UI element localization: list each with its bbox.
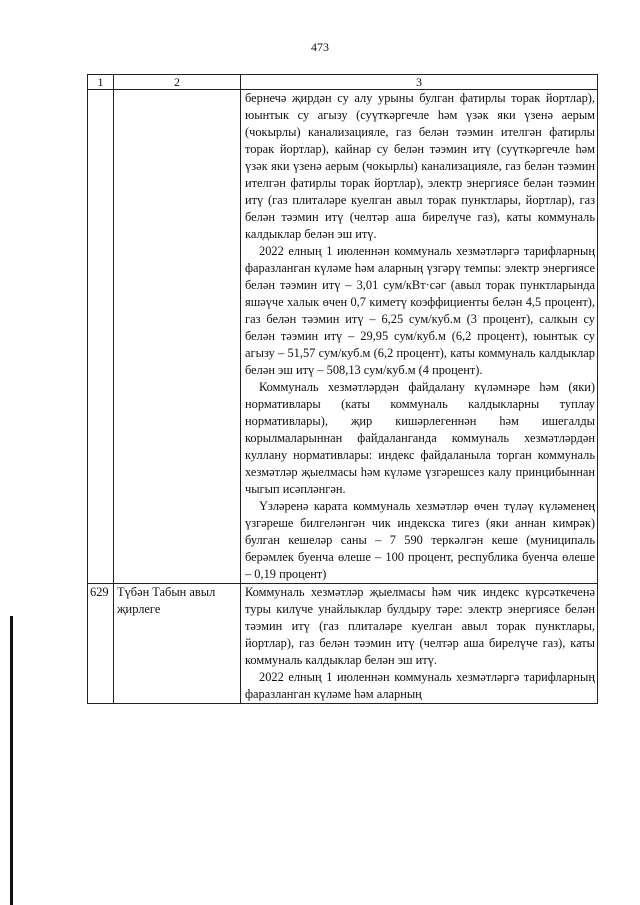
header-col-2: 2 — [114, 75, 241, 90]
description-cell — [241, 90, 598, 584]
page-number: 473 — [311, 40, 329, 54]
header-col-3: 3 — [241, 75, 598, 90]
paragraph: 2022 елның 1 июленнән коммуналь хезмәтләргә тарифларның фаразланган күләме һәм аларның үзгәрү темпы: электр энергиясе белән тәэмин итү – 3,01 сум/кВт·сәг (авыл торак пунктларында яшәүче халык өчен 0,7 киметү коэффициенты белән 4,5 процент), газ белән тәэмин итү – 6,25 сум/куб.м (3 процент), салкын су белән тәэмин итү – 29,95 сум/куб.м (6,2 процент), юынтык су агызу – 51,57 сум/куб.м (6,2 процент), каты коммуналь калдыклар белән эш итү – 508,13 сум/куб.м (4 процент). — [245, 244, 595, 377]
row-number: 629 — [88, 584, 114, 704]
paragraph: бернечә җирдән су алу урыны булган фатирлы торак йортлар), юынтык су агызу (суүткәргечле һәм үзәк яки үзенә аерым (чокырлы) канализацияле, газ белән тәэмин ителгән фатирлы торак йортлар), кайнар су белән тәэмин итү (суүткәргечле һәм үзәк яки үзенә аерым (чокырлы) канализацияле, газ белән тәэмин ителгән фатирлы торак йортлар), электр энергиясе белән тәэмин итү (газ плиталәре куелган авыл торак пунктлары, йортлар), газ белән тәэмин итү (челтәр аша бирелүче газ), каты коммуналь калдыклар белән эш итү. — [245, 91, 595, 241]
table-row — [88, 90, 598, 584]
municipality-name: Түбән Табын авыл җирлеге — [114, 584, 241, 704]
table-row — [88, 584, 598, 704]
paragraph: Коммуналь хезмәтләрдән файдалану күләмнәре һәм (яки) нормативлары (каты коммуналь калдыкларны туплау нормативлары), җир кишәрлегеннән һәм ишегалды корылмаларыннан файдаланганда коммуналь хезмәтләрдән куллану нормативлары: индекс файдаланыла торган коммуналь хезмәтләр җыелмасы һәм күләме үзгәрешсез калу принцибыннан чыгып исәпләнгән. — [245, 380, 595, 496]
paragraph: Коммуналь хезмәтләр җыелмасы һәм чик индекс күрсәткеченә туры килүче унайлыклар булдыру тәре: электр энергиясе белән тәэмин итү (газ плиталәре куелган авыл торак пунктлары, йортлар), газ белән тәэмин итү (челтәр аша бирелүче газ), каты коммуналь калдыклар белән эш итү. — [245, 585, 595, 667]
municipality-name — [114, 90, 241, 584]
paragraph: 2022 елның 1 июленнән коммуналь хезмәтләргә тарифларның фаразланган күләме һәм аларның — [245, 670, 595, 701]
description-cell — [241, 584, 598, 704]
document-table — [87, 74, 598, 704]
row-number — [88, 90, 114, 584]
scan-edge-line — [10, 616, 13, 905]
paragraph: Үзләренә карата коммуналь хезмәтләр өчен түләү күләменең үзгәреше билгеләнгән чик индекска тигез (яки аннан кимрәк) булган кешеләр саны – 7 590 теркәлгән кеше (муниципаль берәмлек буенча өлеше – 100 процент, республика буенча өлеше – 0,19 процент) — [245, 499, 595, 581]
header-col-1: 1 — [88, 75, 114, 90]
table-header-row — [88, 75, 598, 90]
